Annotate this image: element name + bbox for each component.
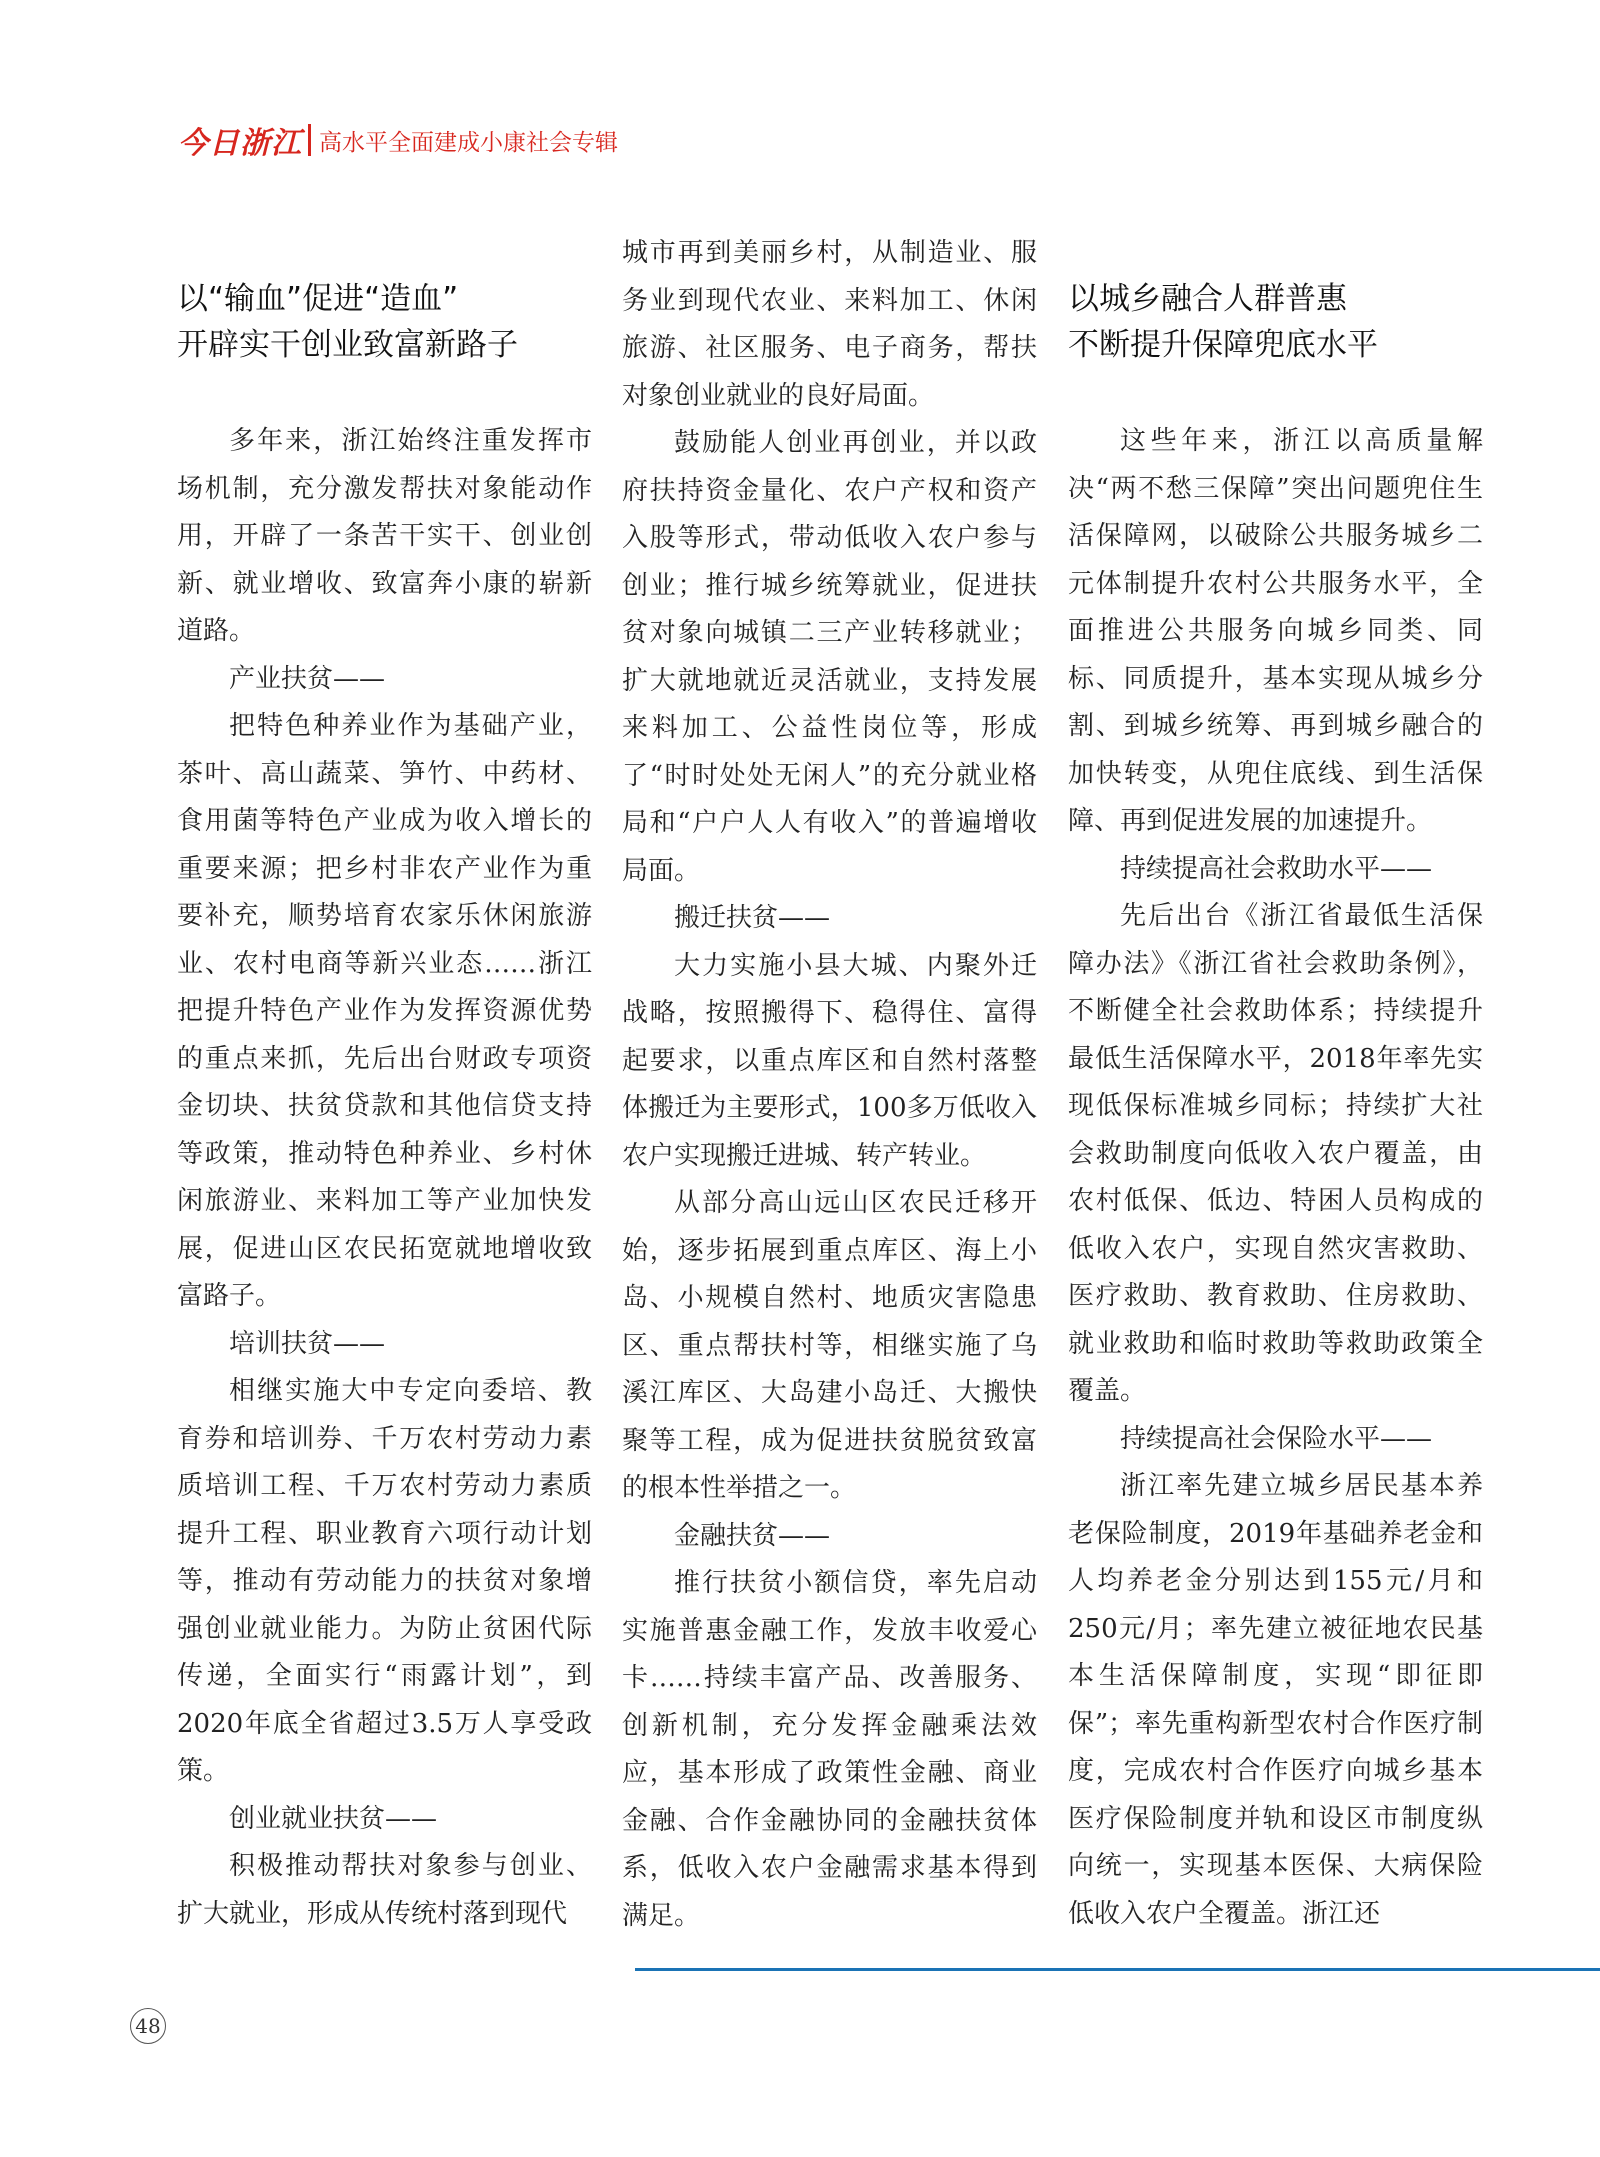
subheading: 持续提高社会保险水平——: [1120, 1423, 1433, 1454]
column-3: [1068, 276, 1483, 1938]
subheading: 创业就业扶贫——: [229, 1803, 438, 1834]
subheading: 持续提高社会救助水平——: [1120, 853, 1433, 884]
subheading: 金融扶贫——: [674, 1520, 831, 1551]
column-1: [177, 276, 592, 1938]
footer-rule: [635, 1968, 1600, 1971]
paragraph: 从部分高山远山区农民迁移开始，逐步拓展到重点库区、海上小岛、小规模自然村、地质灾害隐患区、重点帮扶村等，相继实施了乌溪江库区、大岛建小岛迁、大搬快聚等工程，成为促进扶贫脱贫致富的根本性举措之一。: [622, 1188, 1037, 1503]
paragraph: 推行扶贫小额信贷，率先启动实施普惠金融工作，发放丰收爱心卡……持续丰富产品、改善服务、创新机制，充分发挥金融乘法效应，基本形成了政策性金融、商业金融、合作金融协同的金融扶贫体系，低收入农户金融需求基本得到满足。: [622, 1568, 1037, 1931]
subheading: 产业扶贫——: [229, 663, 386, 694]
column-1-heading-line2: 开辟实干创业致富新路子: [177, 327, 518, 363]
paragraph: 先后出台《浙江省最低生活保障办法》《浙江省社会救助条例》，不断健全社会救助体系；持续提升最低生活保障水平，2018年率先实现低保标准城乡同标；持续扩大社会救助制度向低收入农户覆盖，由农村低保、低边、特困人员构成的低收入农户，实现自然灾害救助、医疗救助、教育救助、住房救助、就业救助和临时救助等救助政策全覆盖。: [1068, 901, 1483, 1406]
paragraph: 鼓励能人创业再创业，并以政府扶持资金量化、农户产权和资产入股等形式，带动低收入农户参与创业；推行城乡统筹就业，促进扶贫对象向城镇二三产业转移就业；扩大就地就近灵活就业，支持发展来料加工、公益性岗位等，形成了“时时处处无闲人”的充分就业格局和“户户人人有收入”的普遍增收局面。: [622, 428, 1037, 886]
subheading: 搬迁扶贫——: [674, 903, 831, 933]
page-header: [178, 118, 618, 162]
section-title: 高水平全面建成小康社会专辑: [319, 129, 618, 156]
column-3-heading-line2: 不断提升保障兜底水平: [1068, 327, 1378, 363]
paragraph: 积极推动帮扶对象参与创业、扩大就业，形成从传统村落到现代: [177, 1851, 592, 1929]
page-number: 48: [130, 2008, 166, 2044]
paragraph: 这些年来，浙江以高质量解决“两不愁三保障”突出问题兜住生活保障网，以破除公共服务城乡二元体制提升农村公共服务水平，全面推进公共服务向城乡同类、同标、同质提升，基本实现从城乡分割、到城乡统筹、再到城乡融合的加快转变，从兜住底线、到生活保障、再到促进发展的加速提升。: [1068, 426, 1483, 836]
header-divider: [308, 124, 311, 156]
paragraph: 多年来，浙江始终注重发挥市场机制，充分激发帮扶对象能动作用，开辟了一条苦干实干、创业创新、就业增收、致富奔小康的崭新道路。: [177, 426, 592, 646]
column-1-heading: [177, 276, 592, 368]
paragraph: 大力实施小县大城、内聚外迁战略，按照搬得下、稳得住、富得起要求，以重点库区和自然村落整体搬迁为主要形式，100多万低收入农户实现搬迁进城、转产转业。: [622, 950, 1037, 1171]
paragraph-continued: 城市再到美丽乡村，从制造业、服务业到现代农业、来料加工、休闲旅游、社区服务、电子商务，帮扶对象创业就业的良好局面。: [622, 238, 1037, 411]
paragraph: 浙江率先建立城乡居民基本养老保险制度，2019年基础养老金和人均养老金分别达到155元/月和250元/月；率先建立被征地农民基本生活保障制度，实现“即征即保”；率先重构新型农村合作医疗制度，完成农村合作医疗向城乡基本医疗保险制度并轨和设区市制度纵向统一，实现基本医保、大病保险低收入农户全覆盖。浙江还: [1068, 1471, 1483, 1929]
column-3-heading-line1: 以城乡融合人群普惠: [1068, 281, 1347, 317]
column-3-heading: [1068, 276, 1483, 368]
subheading: 培训扶贫——: [229, 1328, 386, 1359]
paragraph: 把特色种养业作为基础产业，茶叶、高山蔬菜、笋竹、中药材、食用菌等特色产业成为收入增长的重要来源；把乡村非农产业作为重要补充，顺势培育农家乐休闲旅游业、农村电商等新兴业态……浙江把提升特色产业作为发挥资源优势的重点来抓，先后出台财政专项资金切块、扶贫贷款和其他信贷支持等政策，推动特色种养业、乡村休闲旅游业、来料加工等产业加快发展，促进山区农民拓宽就地增收致富路子。: [177, 711, 592, 1311]
magazine-logo: 今日浙江: [178, 126, 302, 161]
column-2: [622, 230, 1037, 1940]
paragraph: 相继实施大中专定向委培、教育券和培训券、千万农村劳动力素质培训工程、千万农村劳动力素质提升工程、职业教育六项行动计划等，推动有劳动能力的扶贫对象增强创业就业能力。为防止贫困代际传递，全面实行“雨露计划”，到2020年底全省超过3.5万人享受政策。: [177, 1376, 592, 1786]
column-1-heading-line1: 以“输血”促进“造血”: [177, 281, 459, 317]
